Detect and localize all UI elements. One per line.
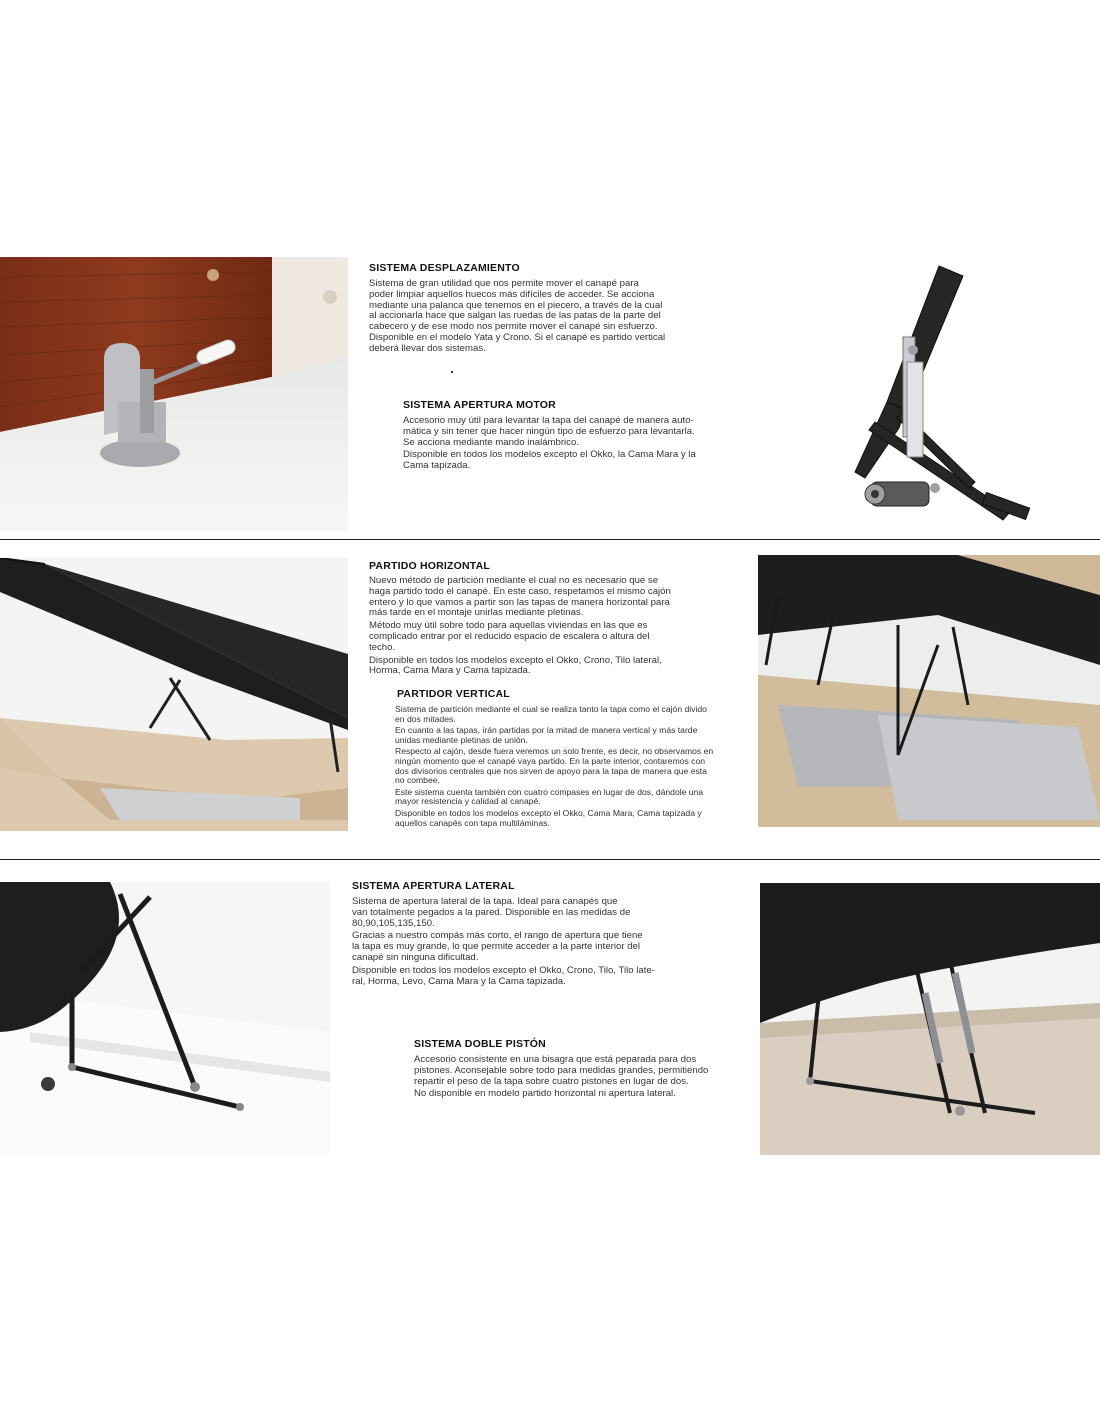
section-body-vertical xyxy=(395,705,755,830)
photo-motor-mechanism xyxy=(835,262,1040,528)
paragraph: No disponible en modelo partido horizontal ni apertura lateral. xyxy=(414,1088,676,1100)
section-title-lateral: SISTEMA APERTURA LATERAL xyxy=(352,880,515,892)
photo-apertura-lateral xyxy=(0,882,330,1156)
section-title-motor: SISTEMA APERTURA MOTOR xyxy=(403,399,556,411)
paragraph: Disponible en todos los modelos excepto el Okko, Crono, Tilo, Tilo late- ral, Horma, Levo, Cama Mara y la Cama tapizada. xyxy=(352,964,655,987)
paragraph: Accesorio muy útil para levantar la tapa del canapé de manera auto- mática y sin tener que hacer ningún tipo de esfuerzo para levantarla. Se acciona mediante mando inalámbrico. xyxy=(403,415,695,448)
paragraph: Este sistema cuenta también con cuatro compases en lugar de dos, dándole una mayor resistencia y calidad al canapé. xyxy=(395,786,704,807)
section-body-horizontal xyxy=(369,576,739,679)
section-body-desplazamiento xyxy=(369,279,729,357)
section-body-lateral xyxy=(352,897,722,989)
paragraph: Disponible en todos los modelos excepto el Okko, la Cama Mara y la Cama tapizada. xyxy=(403,449,696,472)
paragraph: Sistema de gran utilidad que nos permite mover el canapé para poder limpiar aquellos huecos más difíciles de acceder. Se acciona mediante una palanca que tenemos en el piecero, a través de la cual al accionarla hace que salgan las ruedas de las patas de la parte del cabecero y de ese modo nos permite mover el canapé sin esfuerzo. Disponible en el modelo Yata y Crono. Si el canapé es partido vertical deberá llevar dos sistemas. xyxy=(369,278,666,354)
section-divider xyxy=(0,859,1100,860)
section-title-vertical: PARTIDOR VERTICAL xyxy=(397,688,510,700)
section-body-piston xyxy=(414,1055,764,1102)
photo-desplazamiento-lever xyxy=(0,257,348,531)
section-title-piston: SISTEMA DOBLE PISTÓN xyxy=(414,1038,546,1050)
paragraph: En cuanto a las tapas, irán partidas por la mitad de manera vertical y más tarde unidas mediante pletinas de unión. xyxy=(395,725,698,745)
paragraph: Disponible en todos los modelos excepto el Okko, Crono, Tilo lateral, Horma, Cama Mara y Cama tapizada. xyxy=(369,654,662,677)
paragraph: Accesorio consistente en una bisagra que está peparada para dos pistones. Aconsejable sobre todo para medidas grandes, permitiendo repartir el peso de la tapa sobre cuatro pistones en lugar de dos. xyxy=(414,1054,709,1087)
dot-mark xyxy=(451,371,453,373)
paragraph: Gracias a nuestro compás más corto, el rango de apertura que tiene la tapa es muy grande, lo que permite acceder a la parte interior del canapé sin ninguna dificultad. xyxy=(352,930,643,963)
photo-partido-horizontal xyxy=(0,558,348,831)
paragraph: Sistema de partición mediante el cual se realiza tanto la tapa como el cajón divido en dos mitades. xyxy=(395,704,707,724)
section-body-motor xyxy=(403,416,763,474)
section-title-horizontal: PARTIDO HORIZONTAL xyxy=(369,560,491,572)
section-divider xyxy=(0,539,1100,540)
photo-partidor-vertical xyxy=(758,555,1100,827)
paragraph: Nuevo método de partición mediante el cual no es necesario que se haga partido todo el canapé. En este caso, respetamos el mismo cajón entero y lo que vamos a partir son las tapas de manera horizontal para más tarde en el montaje unirlas mediante pletinas. xyxy=(369,575,671,619)
paragraph: Sistema de apertura lateral de la tapa. Ideal para canapés que van totalmente pegados a la pared. Disponible en las medidas de 80,90,105,135,150. xyxy=(352,896,631,929)
paragraph: Disponible en todos los modelos excepto el Okko, Cama Mara, Cama tapizada y aquellos canapés con tapa multiláminas. xyxy=(395,807,702,828)
photo-doble-piston xyxy=(760,883,1100,1155)
paragraph: Método muy útil sobre todo para aquellas viviendas en las que es complicado entrar por el reducido espacio de escalera o altura del techo. xyxy=(369,620,650,653)
paragraph: Respecto al cajón, desde fuera veremos un solo frente, es decir, no observamos en ningún momento que el canapé vaya partido. En la parte interior, contaremos con dos divisorios centrales que nos sirven de apoyo para la tapa de manera que esta no combee. xyxy=(395,746,714,786)
section-title-desplazamiento: SISTEMA DESPLAZAMIENTO xyxy=(369,262,520,274)
